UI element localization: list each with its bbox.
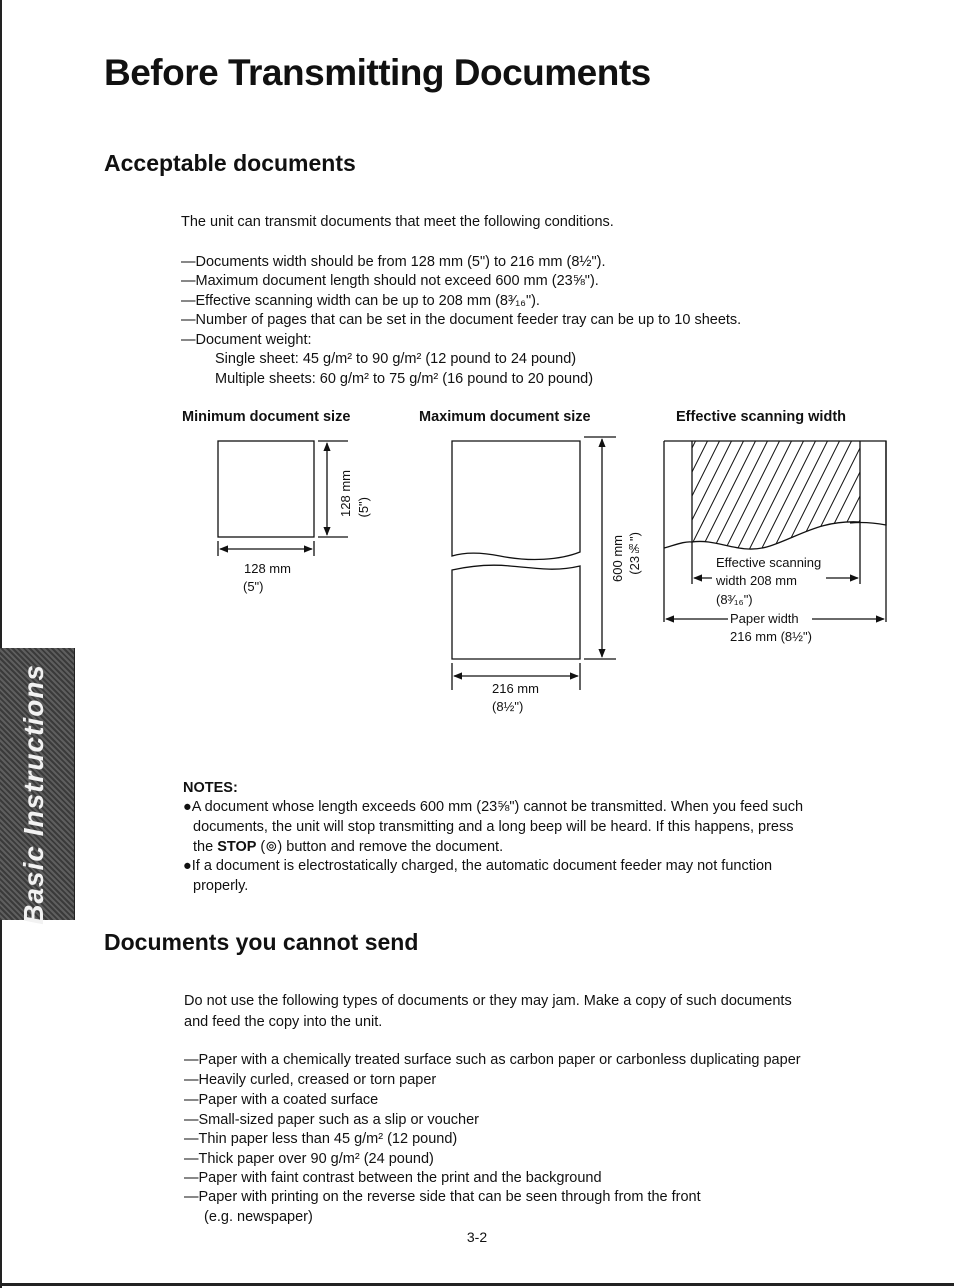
weight-single: Single sheet: 45 g/m² to 90 g/m² (12 pound to 24 pound) (215, 351, 577, 367)
condition-item: —Maximum document length should not exceed 600 mm (23⅝"). (181, 273, 599, 289)
acceptable-intro: The unit can transmit documents that meet the following conditions. (181, 214, 614, 230)
min-width-label-mm: 128 mm (244, 561, 291, 576)
page-title: Before Transmitting Documents (104, 52, 651, 93)
cannot-send-intro-1: Do not use the following types of documents or they may jam. Make a copy of such documents (184, 993, 792, 1009)
min-size-caption: Minimum document size (182, 409, 351, 425)
max-document-sheet (452, 441, 580, 659)
max-length-label-in: (23⅝") (627, 532, 642, 575)
max-width-label-in: (8½") (492, 699, 524, 714)
max-length-label-mm: 600 mm (610, 535, 625, 582)
chapter-side-tab (0, 648, 75, 925)
eff-scan-label-3: (8³⁄₁₆") (716, 592, 753, 607)
cannot-send-item: —Paper with a coated surface (184, 1092, 379, 1108)
max-width-label-mm: 216 mm (492, 681, 539, 696)
note-1-line-3 (193, 838, 503, 858)
acceptable-documents-heading: Acceptable documents (104, 150, 356, 176)
note-1-post: (⊚) button and remove the document. (256, 839, 504, 855)
page-number: 3-2 (466, 1229, 488, 1245)
note-2-line-1: ●If a document is electrostatically charged, the automatic document feeder may not function (183, 858, 773, 874)
condition-item: —Document weight: (181, 332, 312, 348)
paper-width-label-2: 216 mm (8½") (730, 629, 812, 644)
scan-width-caption: Effective scanning width (676, 409, 846, 425)
cannot-send-item: —Paper with printing on the reverse side that can be seen through from the front (184, 1189, 701, 1205)
notes-heading: NOTES: (183, 780, 238, 796)
eff-scan-label-2: width 208 mm (716, 573, 797, 588)
max-size-caption: Maximum document size (419, 409, 591, 425)
min-height-label-mm: 128 mm (338, 470, 353, 517)
cannot-send-heading: Documents you cannot send (104, 929, 419, 955)
stop-button-label: STOP (217, 839, 257, 855)
cannot-send-item: —Paper with a chemically treated surface such as carbon paper or carbonless duplicating paper (184, 1052, 801, 1068)
min-height-label-in: (5") (356, 497, 371, 518)
condition-item: —Number of pages that can be set in the document feeder tray can be up to 10 sheets. (181, 312, 742, 328)
cannot-send-item: —Paper with faint contrast between the print and the background (184, 1170, 602, 1186)
min-width-label-in: (5") (243, 579, 264, 594)
cannot-send-intro-2: and feed the copy into the unit. (184, 1014, 383, 1030)
note-1-line-1: ●A document whose length exceeds 600 mm (23⅝") cannot be transmitted. When you feed such (183, 799, 804, 815)
paper-width-label-1: Paper width (730, 611, 799, 626)
bottom-page-edge (0, 1283, 954, 1286)
cannot-send-item: —Heavily curled, creased or torn paper (184, 1072, 437, 1088)
eff-scan-label-1: Effective scanning (716, 555, 822, 570)
note-2-line-2: properly. (193, 878, 249, 894)
min-document-sheet (218, 441, 314, 537)
cannot-send-item: —Thin paper less than 45 g/m² (12 pound) (184, 1131, 458, 1147)
condition-item: —Documents width should be from 128 mm (5") to 216 mm (8½"). (181, 254, 606, 270)
weight-multiple: Multiple sheets: 60 g/m² to 75 g/m² (16 pound to 20 pound) (215, 371, 594, 387)
side-tab-label: Basic Instructions (18, 664, 49, 925)
cannot-send-item: —Thick paper over 90 g/m² (24 pound) (184, 1151, 434, 1167)
note-1-pre: the (193, 839, 218, 855)
note-1-line-2: documents, the unit will stop transmitting and a long beep will be heard. If this happens, press (193, 819, 794, 835)
cannot-send-item: —Small-sized paper such as a slip or voucher (184, 1112, 479, 1128)
cannot-send-item: (e.g. newspaper) (204, 1209, 313, 1225)
condition-item: —Effective scanning width can be up to 208 mm (8³⁄₁₆"). (181, 293, 540, 309)
scan-document-sheet (664, 441, 886, 622)
